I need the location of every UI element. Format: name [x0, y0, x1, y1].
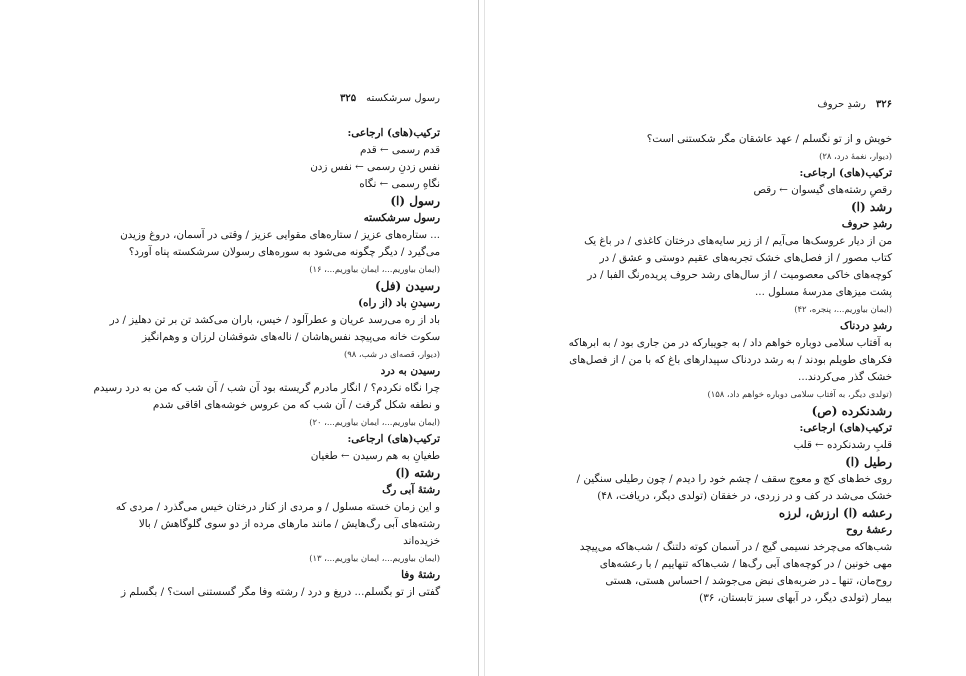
- subentry-heading: رشتهٔ آبی رگ: [382, 484, 440, 496]
- right-page: [568, 96, 892, 607]
- source-reference: (ایمان بیاوریم...، پنجره، ۴۲): [794, 304, 892, 314]
- quote-line: گفتی از تو بگسلم... دریغ و درد / رشته وفا مگر گسستنی است؟ / بگسلم ز: [121, 586, 440, 598]
- quote-line: و نطفه شکل گرفت / آن شب که من عروس خوشه‌های اقاقی شدم: [152, 399, 440, 411]
- source-reference: (ایمان بیاوریم...، ایمان بیاوریم...، ۲۰): [309, 417, 440, 427]
- entry-heading: رشدنکرده (ص): [811, 404, 892, 418]
- quote-line: رشته‌های آبی رگ‌هایش / مانند مارهای مرده از دو سوی گلوگاهش / بالا: [138, 518, 440, 530]
- subentry-heading: رعشهٔ روح: [846, 524, 892, 536]
- subentry-heading: رشتهٔ وفا: [401, 569, 440, 581]
- subentry-heading: ترکیب(های) ارجاعی:: [347, 433, 440, 445]
- left-page: [93, 90, 440, 601]
- source-reference: (ایمان بیاوریم...، ایمان بیاوریم...، ۱۳): [309, 553, 440, 563]
- page-number: ۳۲۶: [875, 99, 892, 110]
- quote-line: خشک می‌شد در کف و در زردی، در خفقان (تولدی دیگر، دریافت، ۴۸): [597, 490, 892, 502]
- entry-heading: رعشه (ا) ارزش، لرزه: [778, 506, 892, 520]
- text-line: خشک گذر می‌کردند...: [798, 371, 892, 383]
- entry-heading: رسیدن (فل): [375, 279, 440, 293]
- quote-line: سکوت خانه می‌پیچد نفس‌هاشان / ناله‌های شوقشان لرزان و وهم‌انگیز: [141, 331, 440, 343]
- subentry-heading: رسیدنِ باد (از راه): [358, 297, 440, 309]
- page-body: [93, 125, 440, 601]
- entry-heading: رسول (ا): [390, 194, 440, 208]
- quote-line: مهی خونین / در کوچه‌های آبی رگ‌ها / شب‌هاکه تنهاییم / با رعشه‌های: [599, 558, 892, 570]
- subentry-heading: ترکیب(های) ارجاعی:: [799, 422, 892, 434]
- quote-line: باد از ره می‌رسد عریان و عطرآلود / خیس، باران می‌کشد تن بر تن دهلیز / در: [109, 314, 440, 326]
- page-header: [122, 90, 440, 107]
- subentry-heading: رشدِ دردناک: [840, 320, 892, 332]
- text-line: قلبِ رشدنکرده ← قلب: [793, 439, 892, 451]
- text-line: قدم رسمی ← قدم: [360, 144, 440, 156]
- text-line: پشت میزهای مدرسهٔ مسلول ...: [755, 286, 892, 298]
- source-reference: (تولدی دیگر، به آفتاب سلامی دوباره خواهم داد، ۱۵۸): [707, 389, 892, 399]
- subentry-heading: رسول سرشکسته: [363, 212, 440, 224]
- quote-line: کتاب مصور / از فصل‌های خشک تجربه‌های عقیم دوستی و عشق / در: [599, 252, 892, 264]
- quote-line: به آفتاب سلامی دوباره خواهم داد / به جویبارکه در من جاری بود / به ابرهاکه: [568, 337, 892, 349]
- quote-line: کوچه‌های خاکی معصومیت / از سال‌های رشد حروف پریده‌رنگ الفبا / در: [587, 269, 892, 281]
- page-number: ۳۲۵: [339, 93, 357, 104]
- source-reference: (دیوار، نغمهٔ درد، ۲۸): [819, 151, 892, 161]
- subentry-heading: ترکیب(های) ارجاعی:: [347, 127, 440, 139]
- text-line: رقصِ رشته‌های گیسوان ← رقص: [753, 184, 892, 196]
- book-gutter-line: [484, 0, 485, 676]
- quote-line: می‌گیرد / دیگر چگونه می‌شود به سوره‌های رسولان سرشکسته پناه آورد؟: [128, 246, 440, 258]
- quote-line: بیمار (تولدی دیگر، در آبهای سبز تابستان، ۳۶): [699, 592, 892, 604]
- quote-line: شب‌هاکه می‌چرخد نسیمی گیج / در آسمان کوته دلتنگ / شب‌هاکه می‌پیچد: [579, 541, 892, 553]
- quote-line: ... ستاره‌های عزیز / ستاره‌های مقوایی عزیز / وقتی در آسمان، دروغ وزیدن: [120, 229, 440, 241]
- running-title: رشدِ حروف: [817, 99, 866, 110]
- subentry-heading: ترکیب(های) ارجاعی:: [799, 167, 892, 179]
- entry-heading: رشد (ا): [850, 200, 892, 214]
- running-title: رسول سرشکسته: [366, 93, 440, 104]
- book-gutter-line: [478, 0, 479, 676]
- text-line: طغیانِ به هم رسیدن ← طغیان: [310, 450, 440, 462]
- source-reference: (ایمان بیاوریم...، ایمان بیاوریم...، ۱۶): [309, 264, 440, 274]
- quote-line: چرا نگاه نکردم؟ / انگار مادرم گریسته بود آن شب / آن شب که من به درد رسیدم: [93, 382, 440, 394]
- subentry-heading: رسیدن به درد: [380, 365, 440, 377]
- text-line: نفس زدنِ رسمی ← نفس زدن: [310, 161, 440, 173]
- text-line: خویش و از تو نگسلم / عهد عاشقان مگر شکستنی است؟: [646, 133, 892, 145]
- text-line: نگاهِ رسمی ← نگاه: [359, 178, 440, 190]
- text-line: خزیده‌اند: [403, 535, 440, 547]
- subentry-heading: رشدِ حروف: [841, 218, 892, 230]
- source-reference: (دیوار، قصه‌ای در شب، ۹۸): [343, 349, 440, 359]
- quote-line: روح‌مان، تنها ـ در ضربه‌های نبض می‌جوشد / احساس هستی، هستی: [605, 575, 892, 587]
- quote-line: روی خط‌های کج و معوج سقف / چشم خود را دیدم / چون رطیلی سنگین /: [576, 473, 892, 485]
- quote-line: من از دیار عروسک‌ها می‌آیم / از زیر سایه‌های درختان کاغذی / در باغ یک: [584, 235, 892, 247]
- page-header: [580, 96, 892, 113]
- quote-line: و این زمان خسته مسلول / و مردی از کنار درختان خیس می‌گذرد / مردی که: [115, 501, 440, 513]
- quote-line: فکرهای طویلم بودند / به رشد دردناک سپیدارهای باغ که با من / از فصل‌های: [569, 354, 892, 366]
- entry-heading: رطیل (ا): [845, 455, 892, 469]
- page-body: [568, 131, 892, 607]
- entry-heading: رشته (ا): [395, 466, 440, 480]
